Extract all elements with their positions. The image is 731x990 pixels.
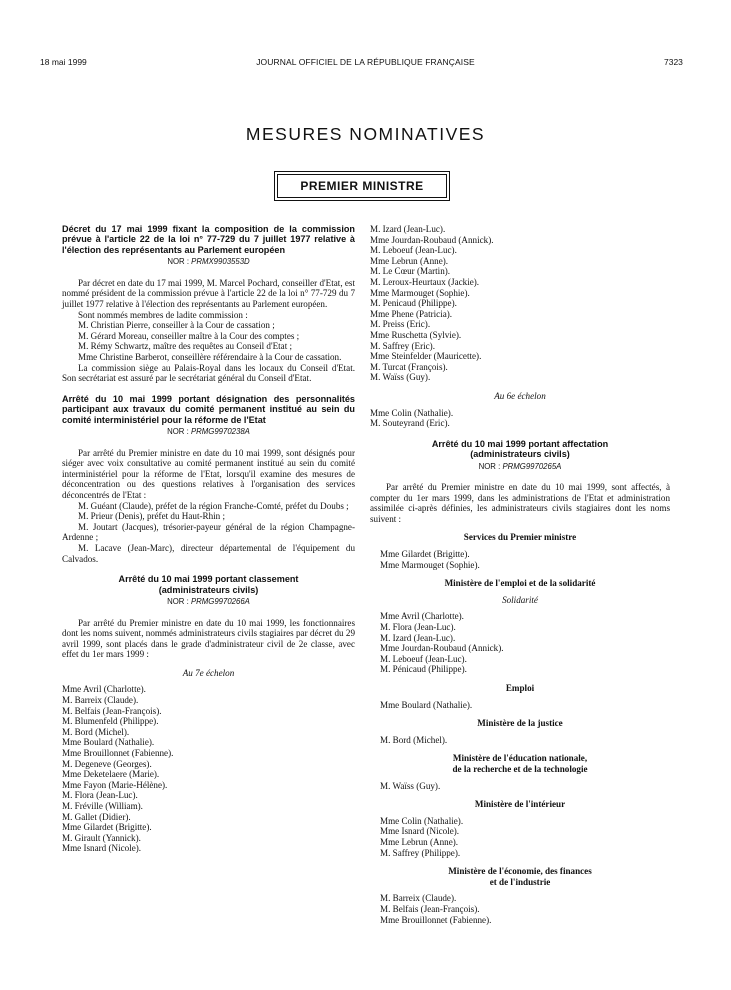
list-item: Mme Steinfelder (Mauricette). [370,351,482,362]
list-item: M. Preiss (Eric). [370,319,431,330]
decree-2-member: M. Lacave (Jean-Marc), directeur départemental de l'équipement du Calvados. [62,542,355,564]
list-item: M. Penicaud (Philippe). [370,298,457,309]
list-item: Mme Brouillonnet (Fabienne). [380,914,492,925]
list-item: M. Flora (Jean-Luc). [62,790,138,801]
decree-4-title: Arrêté du 10 mai 1999 portant affectation [431,438,609,449]
list-item: Mme Deketelaere (Marie). [62,769,160,780]
list-item: M. Belfais (Jean-François). [380,903,480,914]
list-item: M. Girault (Yannick). [62,832,141,843]
list-item: Mme Boulard (Nathalie). [380,699,473,710]
service-list [370,549,670,570]
ministry-heading-line-2: de la recherche et de la technologie [452,763,588,774]
decree-2-nor [62,427,355,438]
echelon-6-list [370,408,670,429]
header-date: 18 mai 1999 [40,57,87,67]
decree-1-closing: La commission siège au Palais-Royal dans les locaux du Conseil d'Etat. Son secrétariat est assuré par le secrétariat général du Conseil d'Etat. [62,362,355,384]
list-item: M. Flora (Jean-Luc). [380,622,456,633]
list-item: M. Pénicaud (Philippe). [380,664,467,675]
ministry-heading: Emploi [505,683,535,693]
ministry-list [370,816,670,858]
list-item: M. Saffrey (Eric). [370,340,435,351]
decree-1-nor [62,257,355,268]
decree-3-nor [62,597,355,608]
section-box-label: PREMIER MINISTRE [300,179,424,193]
nor-code: PRMG9970266A [190,596,250,606]
list-item: M. Izard (Jean-Luc). [380,632,456,643]
nor-code: PRMX9903553D [191,257,250,267]
nor-label: NOR : [167,426,191,436]
header-page-number: 7323 [664,57,683,67]
list-item: M. Leboeuf (Jean-Luc). [370,245,457,256]
decree-4-paragraph: Par arrêté du Premier ministre en date du 10 mai 1999, sont affectés, à compter du 1er mars 1999, dans les administrations de l'Etat et administration assimilée ci-après définies, les administrateurs civils stagiaires dont les noms suivent : [370,482,670,524]
ministry-heading: Ministère de l'intérieur [474,799,566,810]
list-item: Mme Marmouget (Sophie). [380,559,480,570]
list-item: Mme Avril (Charlotte). [380,611,464,622]
list-item: M. Belfais (Jean-François). [62,705,162,716]
list-item: M. Leroux-Heurtaux (Jackie). [370,276,480,287]
list-item: Mme Jourdan-Roubaud (Annick). [370,234,494,245]
list-item: M. Barreix (Claude). [62,695,139,706]
list-item: Mme Fayon (Marie-Hélène). [62,779,168,790]
list-item: M. Barreix (Claude). [380,893,457,904]
list-item: Mme Colin (Nathalie). [380,815,464,826]
list-item: M. Saffrey (Philippe). [380,847,461,858]
decree-1-paragraph: Par décret en date du 17 mai 1999, M. Marcel Pochard, conseiller d'Etat, est nommé président de la commission prévue à l'article 22 de la loi n° 77-729 du 7 juillet 1977 relative à l'élection des représentants au Parlement européen. [62,277,355,309]
decree-2-member: M. Guéant (Claude), préfet de la région Franche-Comté, préfet du Doubs ; [78,500,349,511]
ministry-heading: Ministère de la justice [477,718,563,729]
echelon-7-list [62,684,355,854]
list-item: Mme Lebrun (Anne). [370,255,449,266]
list-item: Mme Marmouget (Sophie). [370,287,470,298]
list-item: Mme Jourdan-Roubaud (Annick). [380,643,504,654]
list-item: M. Waïss (Guy). [380,780,441,791]
list-item: M. Gallet (Didier). [62,811,131,822]
decree-4-nor [370,462,670,473]
decree-2-paragraph: Par arrêté du Premier ministre en date du 10 mai 1999, sont désignés pour siéger avec voix consultative au comité permanent institué au sein du comité interministériel pour la réforme de l'Etat, lorsqu'il examine des mesures de déconcentration ou des questions relatives à l'organisation des services déconcentrés de l'Etat : [62,447,355,500]
decree-1-member: M. Christian Pierre, conseiller à la Cour de cassation ; [78,320,275,331]
decree-1-member: Mme Christine Barberot, conseillère référendaire à la Cour de cassation. [78,351,342,362]
list-item: M. Bord (Michel). [62,726,130,737]
left-column [62,224,355,854]
header-journal-title: JOURNAL OFFICIEL DE LA RÉPUBLIQUE FRANÇAISE [256,57,475,67]
list-item: Mme Boulard (Nathalie). [62,737,155,748]
page-title: MESURES NOMINATIVES [245,124,486,144]
decree-3-paragraph: Par arrêté du Premier ministre en date du 10 mai 1999, les fonctionnaires dont les noms suivent, nommés administrateurs civils stagiaires par décret du 29 avril 1999, sont placés dans le grade d'administrateur civil de 2e classe, avec effet du 1er mars 1999 : [62,617,355,660]
list-item: Mme Isnard (Nicole). [62,843,142,854]
list-item: Mme Isnard (Nicole). [380,826,460,837]
list-item: M. Izard (Jean-Luc). [370,224,446,234]
decree-1-members-intro: Sont nommés membres de ladite commission : [78,309,248,320]
nor-label: NOR : [167,257,192,267]
list-item: M. Bord (Michel). [380,734,448,745]
list-item: Mme Brouillonnet (Fabienne). [62,748,174,759]
ministry-list [370,781,670,792]
list-item: M. Fréville (William). [62,801,143,811]
decree-2-member: M. Joutart (Jacques), trésorier-payeur général de la région Champagne-Ardenne ; [62,521,355,543]
ministry-list [370,700,670,711]
decree-4-subtitle: (administrateurs civils) [470,449,570,460]
decree-2-title: Arrêté du 10 mai 1999 portant désignation des personnalités participant aux travaux du comité permanent institué au sein du comité interministériel pour la réforme de l'Etat [62,393,355,425]
list-item: Mme Lebrun (Anne). [380,836,459,847]
nor-code: PRMG9970265A [502,461,562,471]
ministry-list [370,893,670,925]
service-heading: Services du Premier ministre [463,532,577,543]
list-item: M. Turcat (François). [370,361,448,372]
list-item: M. Le Cœur (Martin). [370,266,451,277]
ministry-heading: Ministère de l'éducation nationale, [452,753,588,764]
nor-code: PRMG9970238A [190,426,250,436]
echelon-7-heading: Au 7e échelon [182,667,235,678]
list-item: M. Degeneve (Georges). [62,758,152,769]
ministry-list [370,735,670,746]
ministry-heading: Ministère de l'économie, des finances [448,866,592,877]
ministry-heading-line-2: et de l'industrie [489,876,551,887]
list-item: M. Waïss (Guy). [370,372,431,383]
echelon-7-list-continued [370,224,670,383]
list-item: Mme Colin (Nathalie). [370,407,454,418]
list-item: Mme Gilardet (Brigitte). [380,549,470,560]
right-column [370,224,670,925]
ministry-heading: Ministère de l'emploi et de la solidarité [444,578,596,589]
decree-1-title: Décret du 17 mai 1999 fixant la composition de la commission prévue à l'article 22 de la loi n° 77-729 du 7 juillet 1977 relative à l'élection des représentants au Parlement européen [62,224,355,255]
nor-label: NOR : [478,461,503,471]
section-box-premier-ministre [277,174,447,198]
echelon-6-heading: Au 6e échelon [494,390,546,401]
ministry-subheading: Solidarité [502,594,538,605]
list-item: M. Blumenfeld (Philippe). [62,716,159,727]
decree-1-member: M. Gérard Moreau, conseiller maître à la Cour des comptes ; [78,330,300,341]
list-item: M. Souteyrand (Eric). [370,418,450,429]
list-item: Mme Ruschetta (Sylvie). [370,329,462,340]
list-item: Mme Gilardet (Brigitte). [62,822,152,833]
decree-3-title: Arrêté du 10 mai 1999 portant classement [118,574,299,585]
list-item: Mme Avril (Charlotte). [62,684,146,695]
decree-3-subtitle: (administrateurs civils) [158,584,259,595]
ministry-list [370,611,670,675]
nor-label: NOR : [167,596,191,606]
decree-1-member: M. Rémy Schwartz, maître des requêtes au Conseil d'Etat ; [78,341,293,352]
decree-2-member: M. Prieur (Denis), préfet du Haut-Rhin ; [78,511,225,522]
list-item: M. Leboeuf (Jean-Luc). [380,653,467,664]
list-item: Mme Phene (Patricia). [370,308,453,319]
